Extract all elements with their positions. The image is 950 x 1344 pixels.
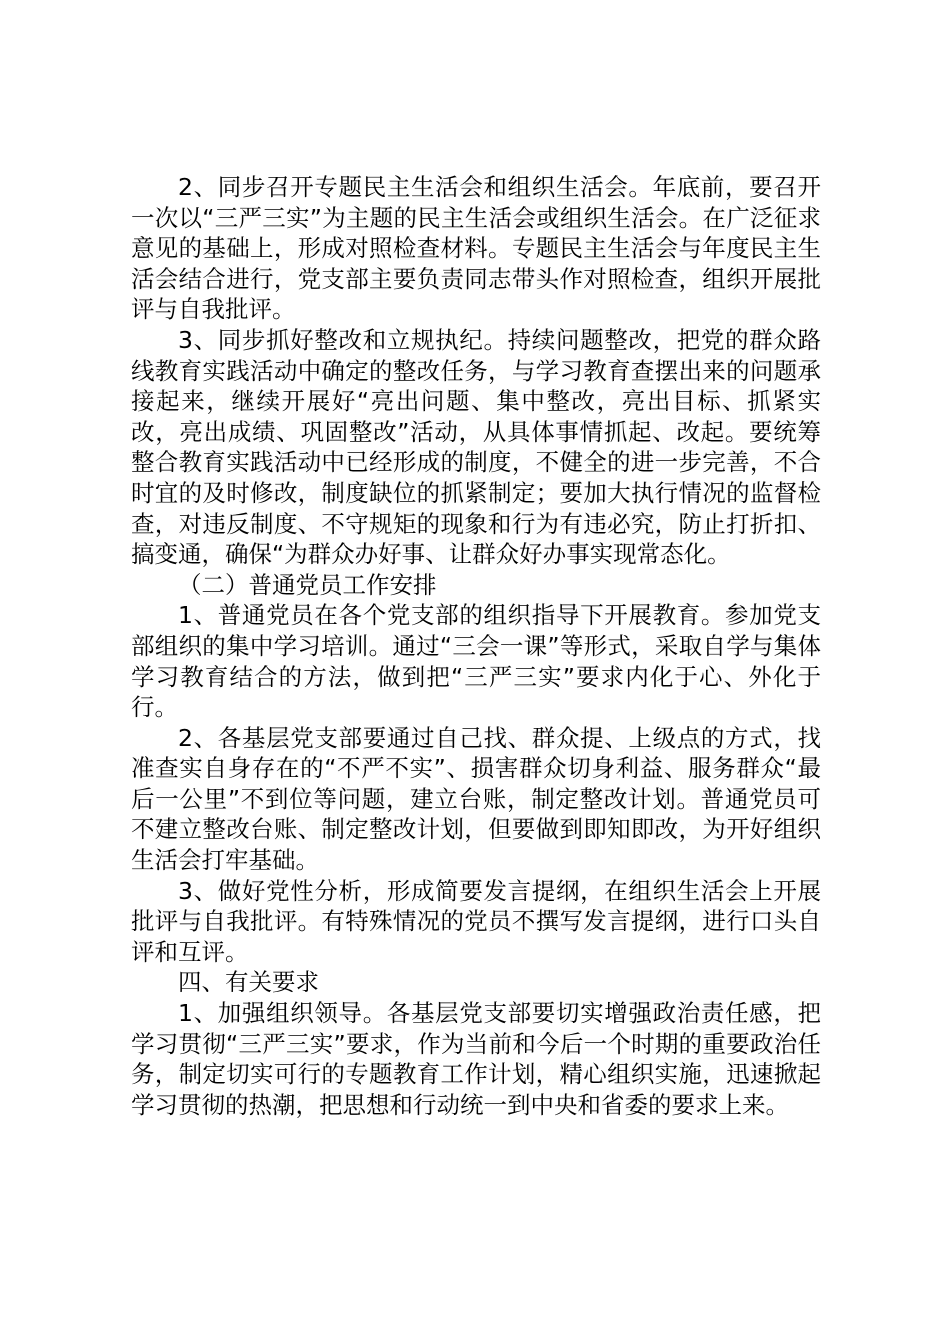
paragraph-democratic-life-meeting: 2、同步召开专题民主生活会和组织生活会。年底前，要召开一次以“三严三实”为主题的民主生活会或组织生活会。在广泛征求意见的基础上，形成对照检查材料。专题民主生活会与年度民主生活会结合进行，党支部主要负责同志带头作对照检查，组织开展批评与自我批评。 — [131, 173, 821, 324]
paragraph-problem-finding: 2、各基层党支部要通过自己找、群众提、上级点的方式，找准查实自身存在的“不严不实”、损害群众切身利益、服务群众“最后一公里”不到位等问题，建立台账，制定整改计划。普通党员可不建立整改台账、制定整改计划，但要做到即知即改，为开好组织生活会打牢基础。 — [131, 723, 821, 875]
document-body — [131, 172, 821, 1120]
section-heading-requirements: 四、有关要求 — [178, 968, 319, 997]
section-heading-ordinary-members: （二）普通党员工作安排 — [178, 570, 437, 599]
paragraph-rectification: 3、同步抓好整改和立规执纪。持续问题整改，把党的群众路线教育实践活动中确定的整改任务，与学习教育查摆出来的问题承接起来，继续开展好“亮出问题、集中整改，亮出目标、抓紧实改，亮出成绩、巩固整改”活动，从具体事情抓起、改起。要统筹整合教育实践活动中已经形成的制度，不健全的进一步完善，不合时宜的及时修改，制度缺位的抓紧制定；要加大执行情况的监督检查，对违反制度、不守规矩的现象和行为有违必究，防止打折扣、搞变通，确保“为群众办好事、让群众好办事实现常态化。 — [131, 325, 821, 569]
paragraph-party-analysis: 3、做好党性分析，形成简要发言提纲，在组织生活会上开展批评与自我批评。有特殊情况的党员不撰写发言提纲，进行口头自评和互评。 — [131, 876, 821, 966]
paragraph-member-education: 1、普通党员在各个党支部的组织指导下开展教育。参加党支部组织的集中学习培训。通过“三会一课”等形式，采取自学与集体学习教育结合的方法，做到把“三严三实”要求内化于心、外化于行。 — [131, 601, 821, 722]
paragraph-organizational-leadership: 1、加强组织领导。各基层党支部要切实增强政治责任感，把学习贯彻“三严三实”要求，作为当前和今后一个时期的重要政治任务，制定切实可行的专题教育工作计划，精心组织实施，迅速掀起学习贯彻的热潮，把思想和行动统一到中央和省委的要求上来。 — [131, 999, 821, 1119]
